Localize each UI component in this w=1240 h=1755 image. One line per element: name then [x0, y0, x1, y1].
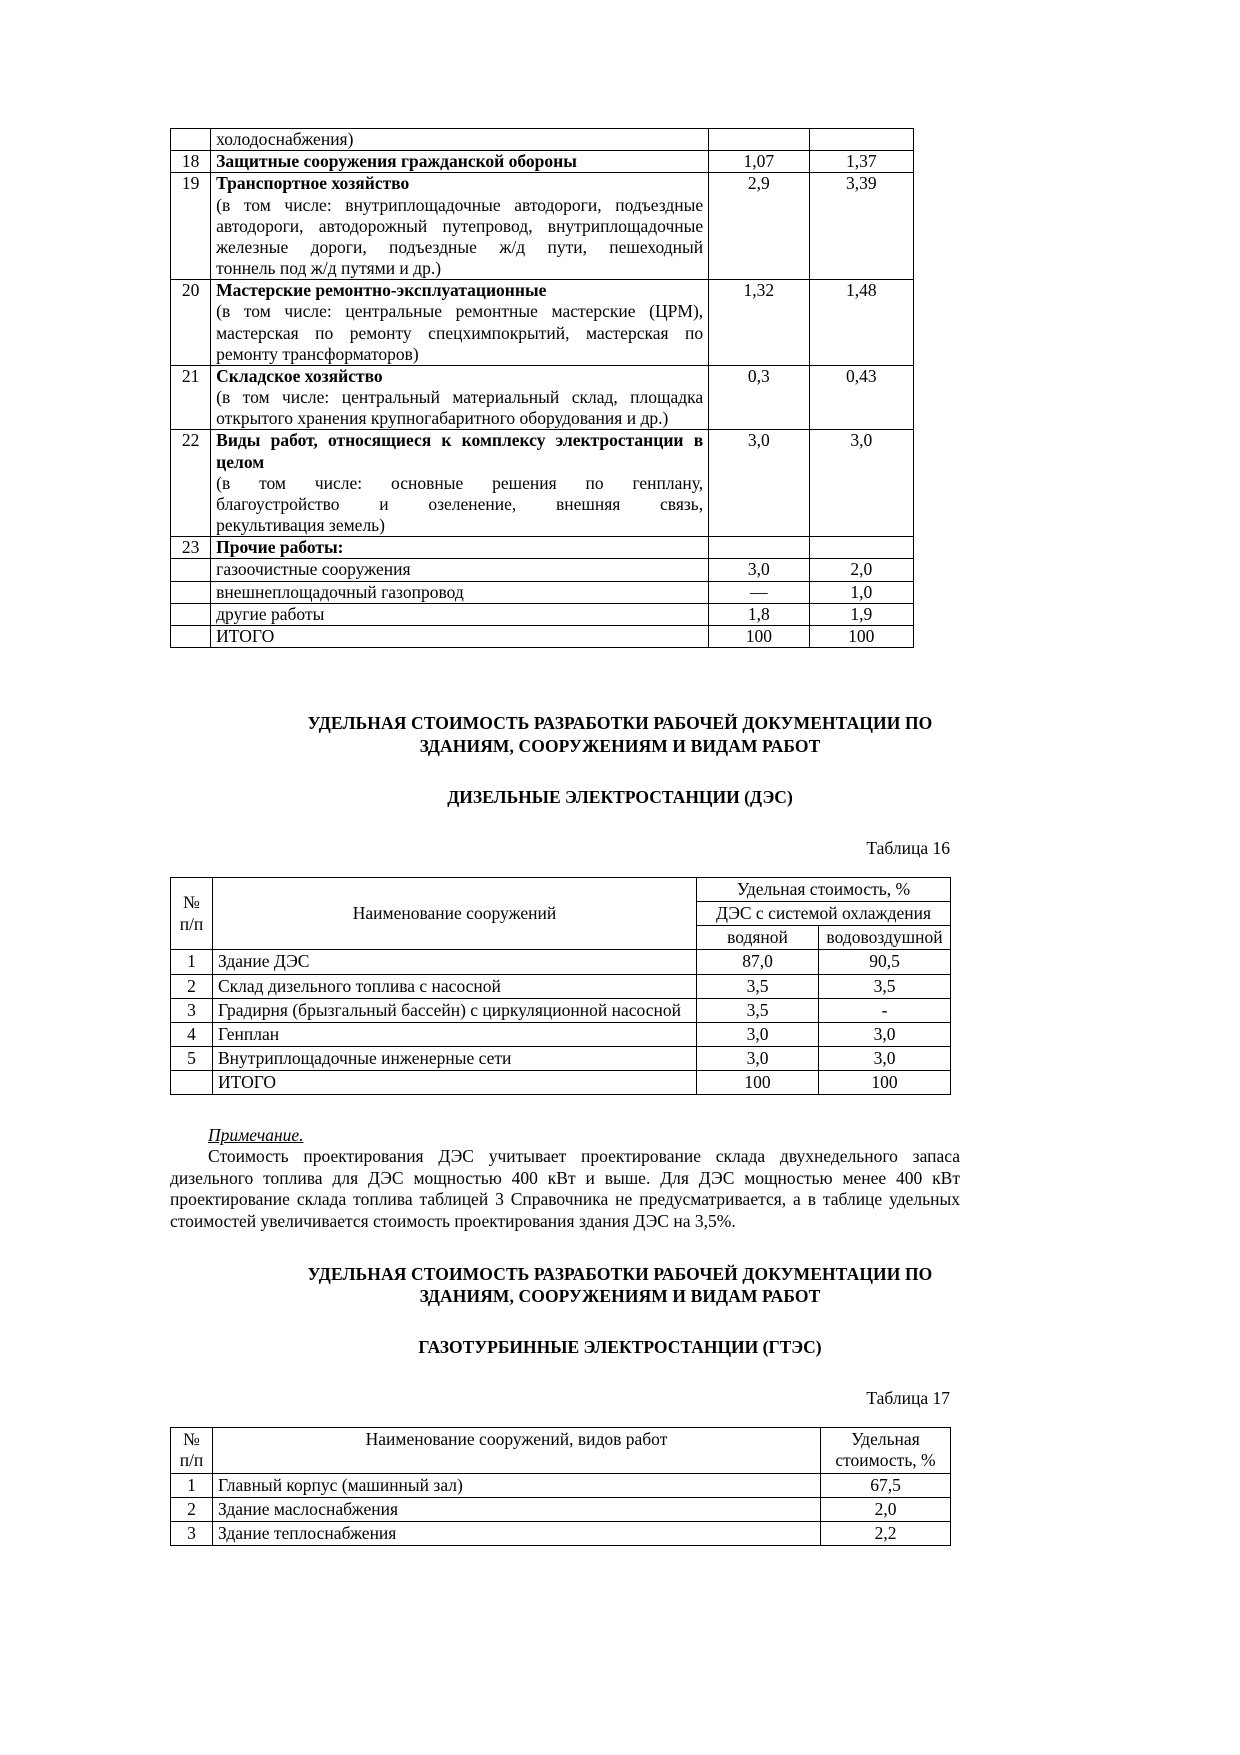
row-name [211, 603, 709, 625]
header-group-top: Удельная стоимость, % [697, 877, 951, 901]
header-index-line-2: п/п [179, 1450, 204, 1471]
total-label: ИТОГО [211, 625, 709, 647]
table-row [171, 581, 914, 603]
row-note-line: тоннель под ж/д путями и др.) [216, 258, 442, 279]
total-value-1: 100 [709, 625, 809, 647]
table-label-17: Таблица 17 [866, 1388, 950, 1409]
row-index: 1 [171, 950, 213, 974]
row-value-2: 2,0 [809, 559, 913, 581]
row-name: Здание ДЭС [213, 950, 697, 974]
table-16 [170, 877, 951, 1096]
row-value-2: 1,0 [809, 581, 913, 603]
row-note-line: (в том числе: основные решения по генплану, [216, 472, 704, 493]
row-name: Склад дизельного топлива с насосной [213, 974, 697, 998]
row-title: Мастерские ремонтно-эксплуатационные [216, 280, 547, 301]
table-row [171, 998, 951, 1022]
total-label: ИТОГО [213, 1071, 697, 1095]
table-row [171, 603, 914, 625]
row-value-1: 2,0 [821, 1497, 951, 1521]
row-value-1: 87,0 [697, 950, 819, 974]
table-label-16: Таблица 16 [866, 837, 950, 858]
row-value-1: 1,32 [709, 280, 809, 366]
table-row [171, 1473, 951, 1497]
row-value-1: 1,07 [709, 151, 809, 173]
table-total-row [171, 1071, 951, 1095]
table-continued [170, 128, 914, 648]
row-name [211, 173, 709, 280]
table-row [171, 537, 914, 559]
row-name [211, 581, 709, 603]
row-index [171, 603, 211, 625]
spacer [170, 1307, 1070, 1337]
table-row [171, 280, 914, 366]
row-index [171, 559, 211, 581]
note-text: Стоимость проектирования ДЭС учитывает проектирование склада двухнедельного запаса дизельного топлива для ДЭС мощностью 400 кВт и выше. Для ДЭС мощностью менее 400 кВт проектирование склада топлива таблицей 3 Справочника не предусматривается, а в таблице удельных стоимостей увеличивается стоимость проектирования здания ДЭС на 3,5%. [170, 1146, 960, 1231]
table-row [171, 1497, 951, 1521]
row-index: 21 [171, 365, 211, 430]
row-name [211, 280, 709, 366]
row-note-line: холодоснабжения) [216, 129, 354, 149]
section-heading-line-1: УДЕЛЬНАЯ СТОИМОСТЬ РАЗРАБОТКИ РАБОЧЕЙ ДОКУМЕНТАЦИИ ПО [307, 713, 933, 734]
row-value-2: 1,9 [809, 603, 913, 625]
row-note-line: мастерская по ремонту спецхимпокрытий, мастерская по [216, 322, 704, 343]
row-index: 3 [171, 998, 213, 1022]
row-note-line: железные дороги, подъездные ж/д пути, пешеходный [216, 236, 704, 257]
row-index: 20 [171, 280, 211, 366]
row-title: внешнеплощадочный газопровод [216, 581, 464, 602]
header-value-col-1 [821, 1428, 951, 1473]
header-index-line-1: № [183, 1429, 200, 1450]
row-name [211, 430, 709, 537]
row-note-line: (в том числе: центральный материальный склад, площадка [216, 387, 704, 408]
table-header-row [171, 1428, 951, 1473]
row-value-1 [709, 537, 809, 559]
row-value-1: 2,9 [709, 173, 809, 280]
table-row [171, 1022, 951, 1046]
row-note-line: автодороги, автодорожный путепровод, внутриплощадочные [216, 215, 704, 236]
row-name [211, 365, 709, 430]
section-heading-line-2: ЗДАНИЯМ, СООРУЖЕНИЯМ И ВИДАМ РАБОТ [419, 735, 821, 756]
table-row [171, 129, 914, 151]
header-name-col: Наименование сооружений, видов работ [213, 1428, 821, 1473]
row-title: Защитные сооружения гражданской обороны [216, 151, 577, 172]
row-name: Здание маслоснабжения [213, 1497, 821, 1521]
table-total-row [171, 625, 914, 647]
spacer [170, 808, 1070, 838]
row-title: другие работы [216, 603, 325, 624]
row-name [211, 129, 709, 151]
note-title: Примечание. [208, 1125, 304, 1146]
row-value-2: 3,0 [809, 430, 913, 537]
row-value-2: 3,39 [809, 173, 913, 280]
table-row [171, 1047, 951, 1071]
header-value-line-1: Удельная [851, 1429, 920, 1450]
total-index [171, 625, 211, 647]
note-block [170, 1125, 1070, 1232]
header-name-col: Наименование сооружений [213, 877, 697, 950]
table-header-row [171, 877, 951, 901]
row-value-1: 67,5 [821, 1473, 951, 1497]
row-value-2: - [819, 998, 951, 1022]
row-title: Транспортное хозяйство [216, 173, 410, 194]
total-index [171, 1071, 213, 1095]
row-value-1: 3,0 [697, 1022, 819, 1046]
row-note-line: (в том числе: центральные ремонтные мастерские (ЦРМ), [216, 301, 704, 322]
row-value-1: 3,0 [697, 1047, 819, 1071]
total-value-1: 100 [697, 1071, 819, 1095]
row-title: Прочие работы: [216, 537, 344, 558]
page-content [170, 128, 1070, 1546]
row-value-2 [809, 129, 913, 151]
spacer [170, 757, 1070, 787]
row-value-2: 3,5 [819, 974, 951, 998]
table-row [171, 950, 951, 974]
table-row [171, 365, 914, 430]
section-subheading-gtes: ГАЗОТУРБИННЫЕ ЭЛЕКТРОСТАНЦИИ (ГТЭС) [418, 1337, 822, 1358]
row-name [211, 151, 709, 173]
total-value-2: 100 [809, 625, 913, 647]
table-row [171, 151, 914, 173]
row-value-1: — [709, 581, 809, 603]
row-index: 2 [171, 1497, 213, 1521]
row-note-line: открытого хранения крупногабаритного оборудования и др.) [216, 408, 669, 429]
row-index: 3 [171, 1521, 213, 1545]
row-index: 22 [171, 430, 211, 537]
row-title: Складское хозяйство [216, 365, 383, 386]
row-index: 2 [171, 974, 213, 998]
row-value-2: 3,0 [819, 1047, 951, 1071]
row-name [211, 559, 709, 581]
row-value-1: 3,0 [709, 430, 809, 537]
row-value-1: 1,8 [709, 603, 809, 625]
header-index-line-2: п/п [179, 913, 204, 934]
row-value-2 [809, 537, 913, 559]
row-value-2: 1,37 [809, 151, 913, 173]
row-title: газоочистные сооружения [216, 559, 411, 580]
section-subheading-des: ДИЗЕЛЬНЫЕ ЭЛЕКТРОСТАНЦИИ (ДЭС) [447, 786, 793, 807]
row-index: 23 [171, 537, 211, 559]
header-value-col-2: водовоздушной [819, 926, 951, 950]
header-index-col [171, 877, 213, 950]
section-heading-line-2: ЗДАНИЯМ, СООРУЖЕНИЯМ И ВИДАМ РАБОТ [419, 1285, 821, 1306]
row-index [171, 129, 211, 151]
spacer [170, 1095, 1070, 1125]
row-name: Генплан [213, 1022, 697, 1046]
row-name [211, 537, 709, 559]
row-title: Виды работ, относящиеся к комплексу электростанции в целом [216, 430, 704, 472]
row-value-2: 90,5 [819, 950, 951, 974]
row-value-1: 0,3 [709, 365, 809, 430]
table-17 [170, 1427, 951, 1546]
row-note-line: ремонту трансформаторов) [216, 343, 419, 364]
row-value-2: 1,48 [809, 280, 913, 366]
row-value-1: 3,0 [709, 559, 809, 581]
header-value-line-2: стоимость, % [835, 1450, 936, 1471]
row-name: Внутриплощадочные инженерные сети [213, 1047, 697, 1071]
spacer [170, 648, 1070, 694]
row-note-line: рекультивация земель) [216, 515, 385, 536]
table-row [171, 974, 951, 998]
row-index: 1 [171, 1473, 213, 1497]
row-value-2: 0,43 [809, 365, 913, 430]
section-heading-gtes [170, 1263, 1070, 1308]
row-name: Градирня (брызгальный бассейн) с циркуляционной насосной [213, 998, 697, 1022]
row-index: 5 [171, 1047, 213, 1071]
section-heading-line-1: УДЕЛЬНАЯ СТОИМОСТЬ РАЗРАБОТКИ РАБОЧЕЙ ДОКУМЕНТАЦИИ ПО [307, 1263, 933, 1284]
header-group-mid: ДЭС с системой охлаждения [697, 902, 951, 926]
section-heading-des [170, 712, 1070, 757]
row-index: 4 [171, 1022, 213, 1046]
row-note-line: благоустройство и озеленение, внешняя связь, [216, 493, 704, 514]
row-name: Главный корпус (машинный зал) [213, 1473, 821, 1497]
row-value-1 [709, 129, 809, 151]
table-row [171, 1521, 951, 1545]
spacer [170, 1233, 1070, 1263]
spacer [170, 1409, 1070, 1427]
row-name: Здание теплоснабжения [213, 1521, 821, 1545]
table-row [171, 430, 914, 537]
row-value-1: 2,2 [821, 1521, 951, 1545]
row-index [171, 581, 211, 603]
row-index: 18 [171, 151, 211, 173]
row-index: 19 [171, 173, 211, 280]
table-row [171, 173, 914, 280]
total-value-2: 100 [819, 1071, 951, 1095]
header-value-col-1: водяной [697, 926, 819, 950]
header-index-line-1: № [183, 892, 200, 913]
spacer [170, 1358, 1070, 1388]
spacer [170, 859, 1070, 877]
table-row [171, 559, 914, 581]
header-index-col [171, 1428, 213, 1473]
row-value-1: 3,5 [697, 974, 819, 998]
row-value-1: 3,5 [697, 998, 819, 1022]
row-value-2: 3,0 [819, 1022, 951, 1046]
row-note-line: (в том числе: внутриплощадочные автодороги, подъездные [216, 194, 704, 215]
